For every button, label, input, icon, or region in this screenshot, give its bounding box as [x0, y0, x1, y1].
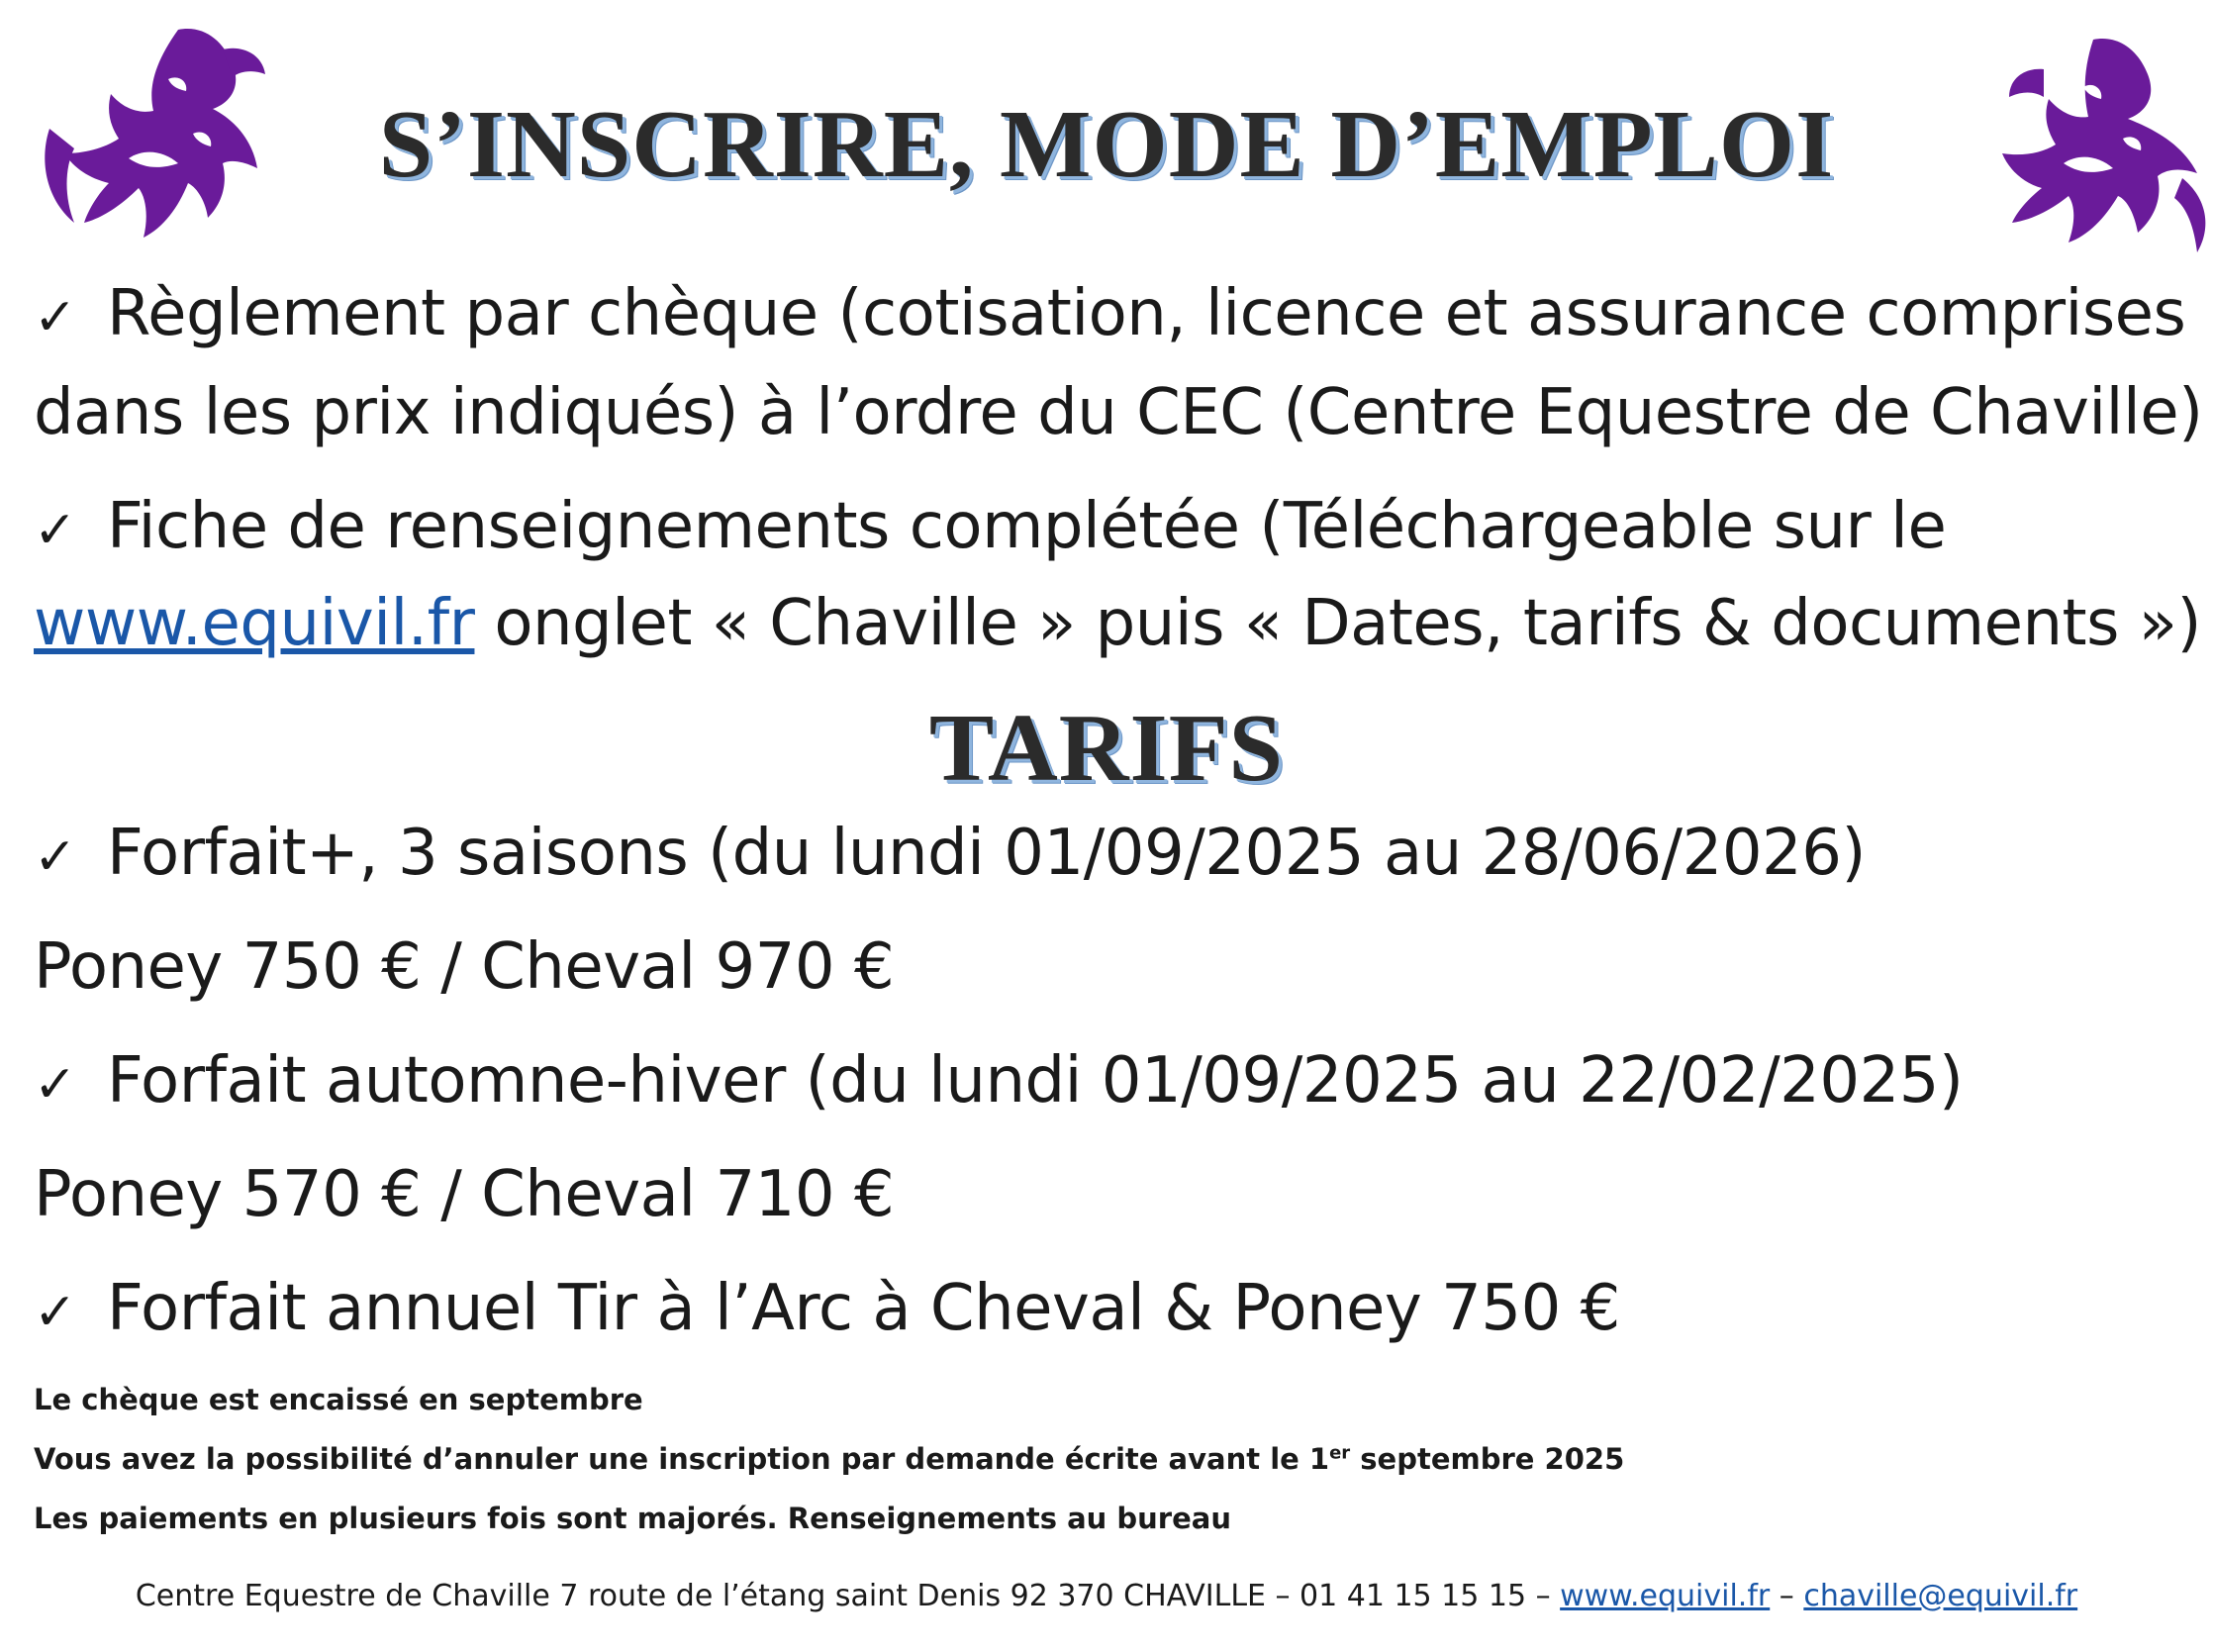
check-icon: ✓ [34, 1055, 77, 1115]
note-annulation [34, 1442, 1624, 1476]
forfait-plus-prices: Poney 750 € / Cheval 970 € [34, 930, 895, 1004]
forfait-plus-text: Forfait+, 3 saisons (du lundi 01/09/2025 au 28/06/2026) [107, 817, 1866, 890]
tarifs-title: TARIFS [928, 695, 1285, 802]
tarif-item-forfait-plus [34, 817, 1866, 890]
check-icon: ✓ [34, 827, 77, 887]
payment-text: Règlement par chèque (cotisation, licence et assurance comprises [107, 277, 2186, 350]
tarif-item-forfait-automne [34, 1044, 1964, 1118]
note-paiements: Les paiements en plusieurs fois sont majorés. Renseignements au bureau [34, 1502, 1231, 1535]
note-annulation-date: septembre 2025 [1350, 1442, 1625, 1476]
forfait-automne-prices: Poney 570 € / Cheval 710 € [34, 1158, 895, 1231]
note-annulation-sup: er [1329, 1442, 1351, 1464]
footer [0, 1579, 2213, 1613]
footer-separator: – [1770, 1579, 1804, 1613]
payment-text-continued: dans les prix indiqués) à l’ordre du CEC (Centre Equestre de Chaville) [34, 376, 2203, 449]
check-icon: ✓ [34, 501, 77, 560]
check-icon: ✓ [34, 288, 77, 347]
inscription-item-form [34, 490, 1947, 563]
inscription-item-payment [34, 277, 2186, 350]
note-cheque: Le chèque est encaissé en septembre [34, 1383, 643, 1416]
form-tab-text: onglet « Chaville » puis « Dates, tarifs & documents ») [474, 587, 2201, 660]
equivil-link[interactable]: www.equivil.fr [34, 587, 475, 660]
form-text-continued [34, 587, 2201, 660]
page-title: S’INSCRIRE, MODE D’EMPLOI [378, 91, 1835, 198]
check-icon: ✓ [34, 1283, 77, 1342]
tarif-item-forfait-tir [34, 1272, 1620, 1345]
footer-email-link[interactable]: chaville@equivil.fr [1803, 1579, 2078, 1613]
form-text: Fiche de renseignements complétée (Téléchargeable sur le [107, 490, 1947, 563]
footer-website-link[interactable]: www.equivil.fr [1560, 1579, 1771, 1613]
footer-address: Centre Equestre de Chaville 7 route de l’étang saint Denis 92 370 CHAVILLE – 01 41 15 15 15 – [135, 1579, 1561, 1613]
forfait-automne-text: Forfait automne-hiver (du lundi 01/09/2025 au 22/02/2025) [107, 1044, 1964, 1118]
forfait-tir-text: Forfait annuel Tir à l’Arc à Cheval & Poney 750 € [107, 1272, 1620, 1345]
note-annulation-text: Vous avez la possibilité d’annuler une inscription par demande écrite avant le 1 [34, 1442, 1330, 1476]
